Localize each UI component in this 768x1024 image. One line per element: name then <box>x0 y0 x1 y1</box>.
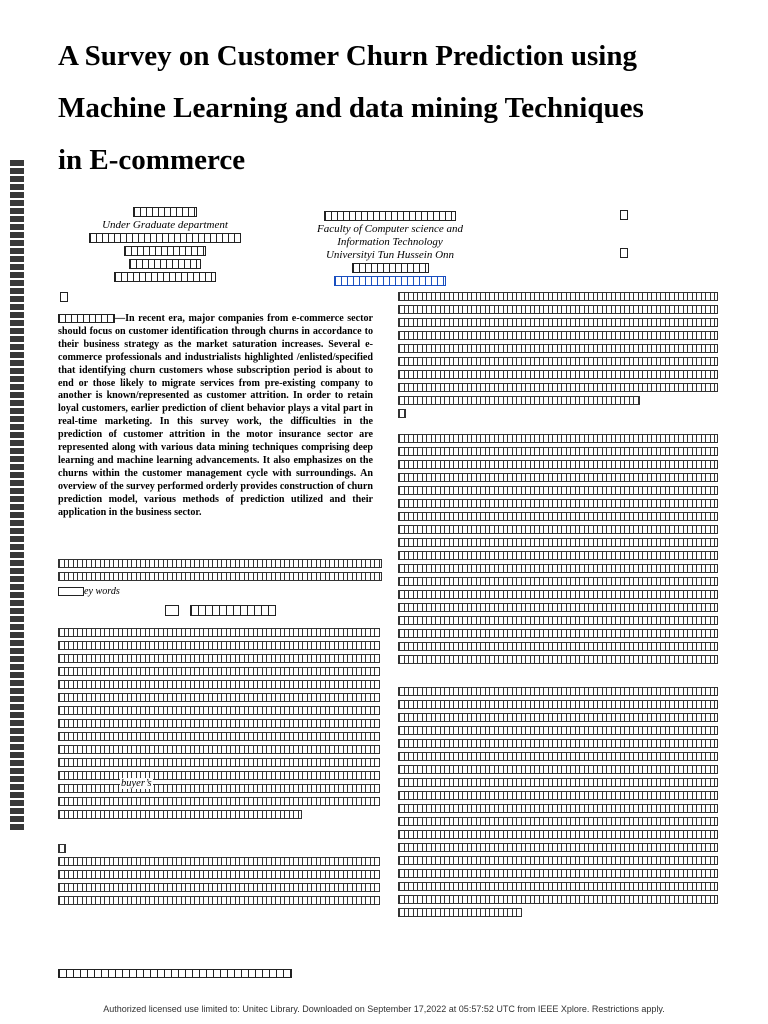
author-faculty-2: Information Technology <box>337 236 443 248</box>
affiliation-mark <box>60 292 68 302</box>
title-line: A Survey on Customer Churn Prediction using <box>58 40 637 72</box>
intro-paragraph-2 <box>58 840 380 909</box>
right-column-paragraph-2 <box>398 430 718 668</box>
author-email-link[interactable] <box>290 275 490 288</box>
keywords <box>58 555 380 597</box>
author-block-2 <box>290 210 490 288</box>
keywords-fragment: ey words <box>84 585 120 597</box>
right-column-paragraph-1 <box>398 288 718 422</box>
author-block-1 <box>80 206 250 284</box>
intro-paragraph-1 <box>58 624 380 823</box>
right-column-paragraph-3 <box>398 683 718 921</box>
side-identifier-strip <box>10 160 24 830</box>
affiliation-mark <box>620 248 628 258</box>
affiliation-mark <box>620 210 628 220</box>
title-line: Machine Learning and data mining Techniques <box>58 92 644 124</box>
section-heading-introduction <box>165 605 276 619</box>
inline-fragment: buyer’s <box>121 778 152 789</box>
author-university: Universityi Tun Hussein Onn <box>325 249 455 261</box>
footnote-identifier <box>58 969 292 978</box>
title-line: in E-commerce <box>58 144 246 176</box>
abstract-text: In recent era, major companies from e-commerce sector should focus on customer identification through churns in accordance to their business strategy as the market saturation increases. Several e-commerce professionals and industrialists highlighted /enlisted/specified that identifying churn customers whose subscription period is about to end or those likely to migrate services from pre-existing company to another is known/represented as customer attrition. In order to retain loyal customers, earlier prediction of client behavior plays a vital part in real-time marketing. In this survey work, the difficulties in the prediction of customer attrition in the motor insurance sector are represented along with various data mining techniques comprising deep learning and machine learning advancements. It also emphasizes on the churns within the customer management cycle with surroundings. An overview of the survey performed orderly provides construction of churn prediction model, various methods of prediction utilized and their application in the business sector. <box>58 313 373 518</box>
author-name-glyphs <box>80 206 250 219</box>
paper-title <box>58 30 738 186</box>
abstract: —In recent era, major companies from e-commerce sector should focus on customer identification through churns in accordance to their business strategy as the market saturation increases. Several e-commerce professionals and industrialists highlighted /enlisted/specified that identifying churn customers whose subscription period is about to end or those likely to migrate services from pre-existing company to another is known/represented as customer attrition. In order to retain loyal customers, earlier prediction of client behavior plays a vital part in real-time marketing. In this survey work, the difficulties in the prediction of customer attrition in the motor insurance sector are represented along with various data mining techniques comprising deep learning and machine learning advancements. It also emphasizes on the churns within the customer management cycle with surroundings. An overview of the survey performed orderly provides construction of churn prediction model, various methods of prediction utilized and their application in the business sector. <box>58 313 373 518</box>
author-affiliation: Under Graduate department <box>102 219 228 231</box>
author-faculty: Faculty of Computer science and <box>316 223 464 235</box>
ieee-access-footer: Authorized licensed use limited to: Unitec Library. Downloaded on September 17,2022 at 05:57:52 UTC from IEEE Xplore. Restrictions apply. <box>103 1004 665 1014</box>
